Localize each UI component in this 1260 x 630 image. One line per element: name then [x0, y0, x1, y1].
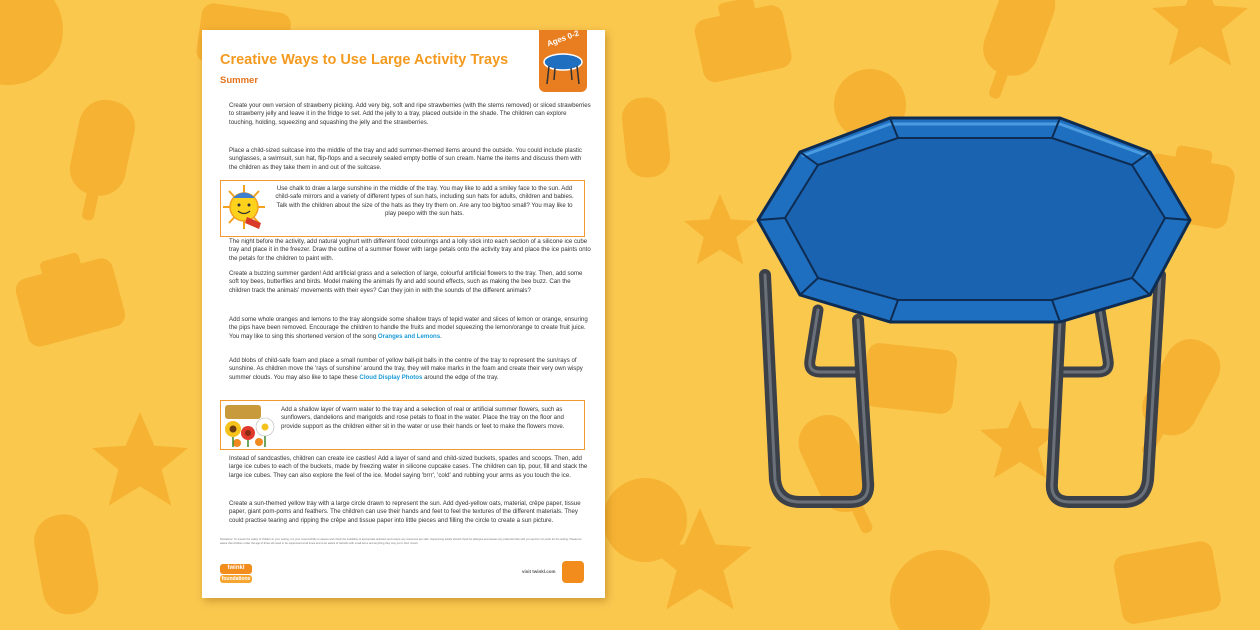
highlighted-activity-box: [220, 400, 585, 450]
activity-tray-icon: [541, 52, 585, 88]
flowers-illustration: [223, 403, 277, 447]
activity-paragraph: Create your own version of strawberry picking. Add very big, soft and ripe strawberries (with the stems removed) or sliced strawberries to strawberry jelly and leave it in the fridge to set. Add the jelly to a tray, placed outside in the shade. The children can explore touching, holding, squeezing and squashing the jelly and the strawberries.: [229, 102, 591, 126]
activity-sheet: [202, 30, 605, 598]
activity-paragraph: Create a sun-themed yellow tray with a large circle drawn to represent the sun. Add dyed-yellow oats, material, crêpe paper, tissue paper, giant pom-poms and feathers. The children can use their hands and feet to feel the textures of the different materials. They could practise tearing and ripping the crêpe and tissue paper into little pieces and filling the circle to create a sun picture.: [229, 500, 581, 524]
activity-paragraph: The night before the activity, add natural yoghurt with different food colourings and a lolly stick into each section of a silicone ice cube tray and place it in the freezer. Draw the outline of a summer flower with large petals onto the activity tray and place the ice paints onto the petals for the children to paint with.: [229, 238, 591, 262]
activity-paragraph: Add some whole oranges and lemons to the tray alongside some shallow trays of tepid water and slices of lemon or orange, ensuring the pips have been removed. Encourage the children to handle the fruits and model squeezing the lemon/orange to create fruit juice. You may like to sing this shortened version of the song Oranges and Lemons.: [229, 316, 588, 340]
document-subtitle: Summer: [220, 75, 259, 86]
footer-url[interactable]: visit twinkl.com: [522, 569, 556, 574]
paragraph-text: Add blobs of child-safe foam and place a small number of yellow ball-pit balls in the centre of the tray to represent the sun/rays of sunshine. As children move the 'rays of sunshine' around the tray, they will make marks in the foam and create their very own wispy summer clouds. You may also like to tape these: [229, 357, 583, 381]
footer-disclaimer: Disclaimer: To ensure the safety of children in your setting, it is your responsibility to assess and check the suitability of appropriate activities and ensure any resources are safe. Supervising adults should check for allergies and assess any potential risks with you and for it to work for the setting. Please be aware that children under the age of three will need to be supervised at all times and to be aware of hazards with small items and anything they may put in their mouth.: [220, 538, 582, 545]
activity-paragraph: Create a buzzing summer garden! Add artificial grass and a selection of large, colourful artificial flowers to the tray. Then, add some soft toy bees, butterflies and birds. Model making the animals fly and add sound effects, such as making the bee buzz. Can the children track the animals' movements with their eyes? Can they join in with the sounds of the different animals?: [229, 270, 583, 294]
twinkl-logo: twinkl: [220, 564, 252, 574]
age-badge-label: Ages 0-2: [545, 28, 581, 49]
paragraph-text: around the edge of the tray.: [424, 373, 499, 381]
activity-paragraph: Add a shallow layer of warm water to the tray and a selection of real or artificial summer flowers, such as sunflowers, dandelions and marigolds and rose petals to float in the water. Place the tray on the floor and provide support as the children either sit in the water or use their hands or feet to make the flowers move.: [281, 406, 565, 430]
activity-paragraph: Use chalk to draw a large sunshine in the middle of the tray. You may like to add a smiley face to the sun. Add child-safe mirrors and a variety of different types of sun hats, including sun hats for adults, children and babies. Talk with the children about the size of the hats as they try them on. Are any too big/too small? You may like to play peepo with the sun hats.: [275, 185, 574, 217]
activity-tray-illustration: [740, 110, 1210, 530]
twinkl-logo-subtitle: foundations: [221, 576, 251, 582]
activity-paragraph: Instead of sandcastles, children can create ice castles! Add a layer of sand and child-sized buckets, spades and scoops. Then, add large ice cubes to each of the buckets, made by freezing water in silicone cupcake cases. The children can tip, pour, fill and stack the large ice cubes. They can also explore the feel of the ice. Model saying 'brrr', 'cold' and rubbing your arms as you touch the ice.: [229, 455, 588, 479]
sun-hat-illustration: [223, 183, 265, 231]
activity-paragraph: [229, 357, 591, 382]
document-title: Creative Ways to Use Large Activity Trays: [220, 52, 509, 68]
twinkl-badge-icon: [562, 561, 584, 583]
activity-paragraph: Place a child-sized suitcase into the middle of the tray and add summer-themed items around the outside. You could include plastic sunglasses, a swimsuit, sun hat, flip-flops and a securely sealed empty bottle of sun cream. Name the items and discuss them with the children as they take them in and out of the suitcase.: [229, 147, 582, 171]
cloud-display-photos-link[interactable]: Cloud Display Photos: [359, 373, 423, 381]
oranges-and-lemons-link[interactable]: Oranges and Lemons: [377, 332, 441, 340]
highlighted-activity-box: [220, 180, 585, 237]
paragraph-text: Add some whole oranges and lemons to the tray alongside some shallow trays of tepid water and slices of lemon or orange, ensuring the pips have been removed. Encourage the children to handle the fruits and model squeezing the lemon/orange to create fruit juice. You may like to sing this shortened version of the song: [229, 316, 588, 340]
